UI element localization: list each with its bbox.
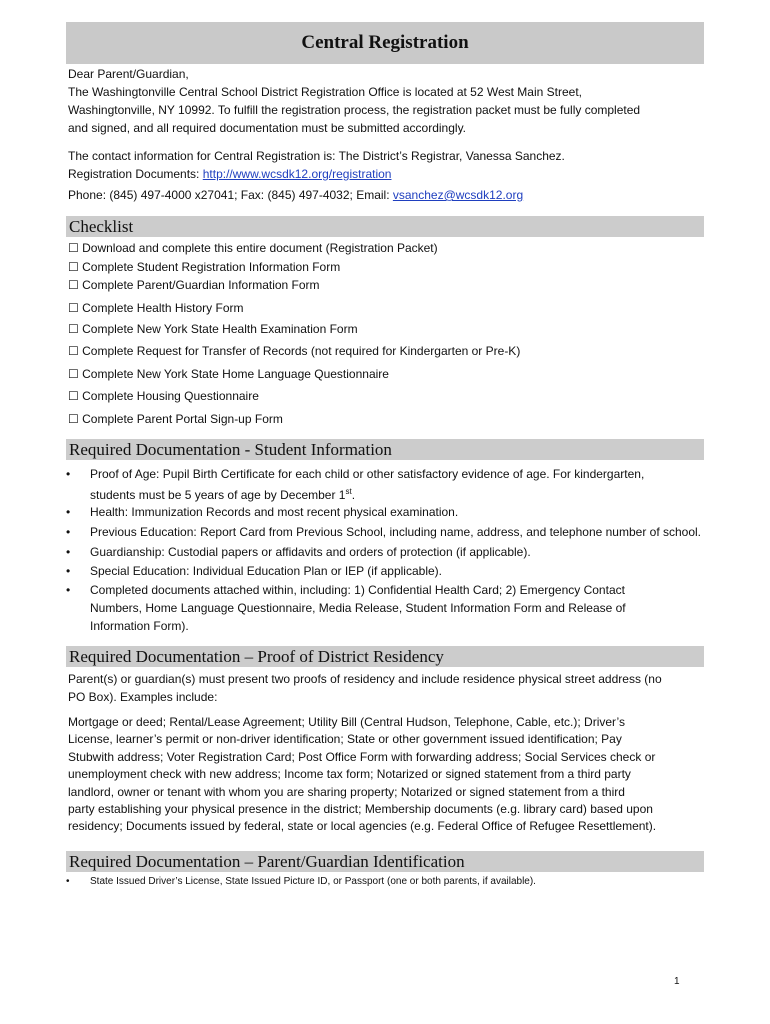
list-item: Proof of Age: Pupil Birth Certificate for each child or other satisfactory evidence of age. For kindergarten, students must be 5 years of age by December 1st. [90, 467, 645, 502]
residency-heading: Required Documentation – Proof of District Residency [69, 646, 444, 666]
checkbox-icon[interactable]: ☐ [68, 260, 79, 274]
page-title: Central Registration [301, 32, 469, 53]
guardian-id-list [66, 873, 726, 893]
student-info-heading-bar [66, 439, 704, 460]
checklist-item: ☐ Complete Parent Portal Sign-up Form [68, 412, 283, 426]
contact-block [68, 147, 708, 204]
list-item: Health: Immunization Records and most recent physical examination. [90, 505, 459, 519]
checklist-item: ☐ Complete New York State Health Examination Form [68, 322, 358, 336]
bullet: • [66, 467, 71, 481]
checklist-heading: Checklist [69, 216, 134, 236]
checkbox-icon[interactable]: ☐ [68, 278, 79, 292]
greeting: Dear Parent/Guardian, [68, 67, 189, 81]
registration-docs-line [68, 165, 708, 183]
checklist-item: ☐ Complete Housing Questionnaire [68, 389, 259, 403]
list-item: Completed documents attached within, including: 1) Confidential Health Card; 2) Emergency Contact Numbers, Home Language Questionnaire, Media Release, Student Information Form and Release of Information Form). [90, 583, 626, 633]
checklist-item: ☐ Complete New York State Home Language Questionnaire [68, 367, 389, 381]
checkbox-icon[interactable]: ☐ [68, 367, 79, 381]
checklist-item: ☐ Complete Parent/Guardian Information Form [68, 278, 320, 292]
checkbox-icon[interactable]: ☐ [68, 241, 79, 255]
guardian-id-heading: Required Documentation – Parent/Guardian Identification [69, 851, 465, 871]
title-bar [66, 22, 704, 64]
bullet: • [66, 564, 71, 578]
student-info-list [66, 465, 726, 645]
checklist-heading-bar [66, 216, 704, 237]
guardian-id-heading-bar [66, 851, 704, 872]
page-number: 1 [674, 976, 680, 987]
residency-examples: Mortgage or deed; Rental/Lease Agreement; Utility Bill (Central Hudson, Telephone, Cable, etc.); Driver’s License, learner’s permit or non-driver identification; State or other government issued identification; Pay Stubwith address; Voter Registration Card; Post Office Form with forwarding address; Social Services check or unemployment check with new address; Income tax form; Notarized or signed statement from a third party landlord, owner or tenant with whom you are sharing property; Notarized or signed statement from a third party establishing your physical presence in the district; Membership documents (e.g. library card) based upon residency; Documents issued by federal, state or local agencies (e.g. Federal Office of Refugee Resettlement). [68, 715, 657, 834]
checkbox-icon[interactable]: ☐ [68, 322, 79, 336]
residency-intro: Parent(s) or guardian(s) must present two proofs of residency and include residence physical street address (no PO Box). Examples include: [68, 672, 662, 704]
checkbox-icon[interactable]: ☐ [68, 389, 79, 403]
residency-heading-bar [66, 646, 704, 667]
document-page [66, 22, 704, 887]
intro-line: and signed, and all required documentation must be submitted accordingly. [68, 121, 467, 135]
contact-line: The contact information for Central Registration is: The District’s Registrar, Vanessa Sanchez. [68, 149, 565, 163]
checklist-item: ☐ Download and complete this entire document (Registration Packet) [68, 241, 438, 255]
intro-line: Washingtonville, NY 10992. To fulfill the registration process, the registration packet must be fully completed [68, 103, 641, 117]
checklist-item: ☐ Complete Student Registration Information Form [68, 260, 341, 274]
checklist-item: ☐ Complete Request for Transfer of Records (not required for Kindergarten or Pre-K) [68, 344, 521, 358]
bullet: • [66, 545, 71, 559]
phone-text: Phone: (845) 497-4000 x27041; Fax: (845) 497-4032; Email: [68, 188, 393, 202]
registration-docs-link[interactable]: http://www.wcsdk12.org/registration [202, 167, 392, 181]
intro-line: The Washingtonville Central School District Registration Office is located at 52 West Main Street, [68, 85, 583, 99]
checkbox-icon[interactable]: ☐ [68, 301, 79, 315]
checkbox-icon[interactable]: ☐ [68, 412, 79, 426]
bullet: • [66, 505, 71, 519]
docs-label: Registration Documents: [68, 167, 203, 181]
bullet: • [66, 525, 71, 539]
checklist-item: ☐ Complete Health History Form [68, 301, 244, 315]
bullet: • [66, 583, 71, 597]
list-item: Special Education: Individual Education Plan or IEP (if applicable). [90, 564, 442, 578]
student-info-heading: Required Documentation - Student Information [69, 439, 392, 459]
phone-line [68, 186, 708, 204]
list-item: State Issued Driver’s License, State Issued Picture ID, or Passport (one or both parents, if available). [90, 876, 536, 887]
list-item: Guardianship: Custodial papers or affidavits and orders of protection (if applicable). [90, 545, 531, 559]
email-link[interactable]: vsanchez@wcsdk12.org [392, 188, 524, 202]
bullet: • [66, 876, 70, 887]
checkbox-icon[interactable]: ☐ [68, 344, 79, 358]
list-item: Previous Education: Report Card from Previous School, including name, address, and telephone number of school. [90, 525, 702, 539]
intro-block [68, 65, 708, 137]
